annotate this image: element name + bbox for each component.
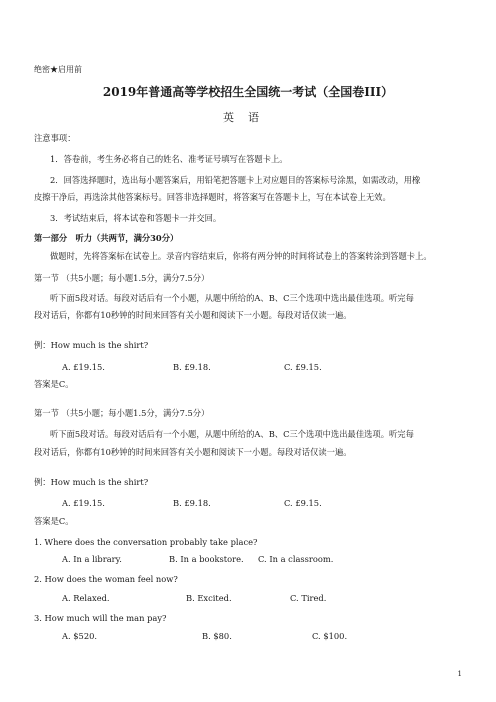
example-question: 例：How much is the shirt? xyxy=(34,477,149,487)
section-instruction-continued: 段对话后，你都有10秒钟的时间来回答有关小题和阅读下一小题。每段对话仅读一遍。 xyxy=(34,310,352,320)
option-a: A. In a library. xyxy=(62,554,122,564)
example-answer: 答案是C。 xyxy=(34,379,74,389)
question-text: 1. Where does the conversation probably take place? xyxy=(34,537,258,547)
option-a: A. $520. xyxy=(62,631,98,641)
section-instruction-continued: 段对话后，你都有10秒钟的时间来回答有关小题和阅读下一小题。每段对话仅读一遍。 xyxy=(34,447,352,457)
section-instruction: 听下面5段对话。每段对话后有一个小题，从题中所给的A、B、C三个选项中选出最佳选项。听完每 xyxy=(50,293,414,303)
option-c: C. $100. xyxy=(312,631,348,641)
exam-title: 2019年普通高等学校招生全国统一考试（全国卷III） xyxy=(102,85,394,99)
option-b: B. £9.18. xyxy=(173,362,211,372)
note-item-continued: 皮擦干净后，再选涂其他答案标号。回答非选择题时，将答案写在答题卡上，写在本试卷上无效。 xyxy=(34,192,391,202)
option-a: A. £19.15. xyxy=(62,498,105,508)
notes-heading: 注意事项： xyxy=(34,133,76,143)
question-text: 3. How much will the man pay? xyxy=(34,613,167,623)
option-b: B. In a bookstore. xyxy=(169,554,244,564)
note-item: 2．回答选择题时，选出每小题答案后，用铅笔把答题卡上对应题目的答案标号涂黑，如需改动，用橡 xyxy=(50,175,421,185)
confidential-mark: 绝密★启用前 xyxy=(34,65,82,74)
section-instruction: 听下面5段对话。每段对话后有一个小题，从题中所给的A、B、C三个选项中选出最佳选项。听完每 xyxy=(50,429,414,439)
section-heading: 第一节 （共5小题；每小题1.5分，满分7.5分） xyxy=(34,408,210,418)
part-heading: 第一部分 听力（共两节，满分30分） xyxy=(34,233,179,243)
option-b: B. $80. xyxy=(202,631,232,641)
part-intro: 做题时，先将答案标在试卷上。录音内容结束后，你将有两分钟的时间将试卷上的答案转涂到答题卡上。 xyxy=(50,251,432,261)
subject-title: 英语 xyxy=(223,111,273,124)
page-number: 1 xyxy=(457,670,462,678)
question-text: 2. How does the woman feel now? xyxy=(34,574,178,584)
option-b: B. £9.18. xyxy=(173,498,211,508)
option-b: B. Excited. xyxy=(186,593,232,603)
option-c: C. Tired. xyxy=(290,593,327,603)
example-question: 例：How much is the shirt? xyxy=(34,340,149,350)
section-heading: 第一节 （共5小题；每小题1.5分，满分7.5分） xyxy=(34,273,210,283)
option-a: A. £19.15. xyxy=(62,362,105,372)
option-c: C. £9.15. xyxy=(284,362,322,372)
option-a: A. Relaxed. xyxy=(62,593,110,603)
note-item: 1．答卷前，考生务必将自己的姓名、准考证号填写在答题卡上。 xyxy=(50,154,288,164)
note-item: 3．考试结束后，将本试卷和答题卡一并交回。 xyxy=(50,213,222,223)
example-answer: 答案是C。 xyxy=(34,516,74,526)
option-c: C. In a classroom. xyxy=(258,554,334,564)
option-c: C. £9.15. xyxy=(284,498,322,508)
